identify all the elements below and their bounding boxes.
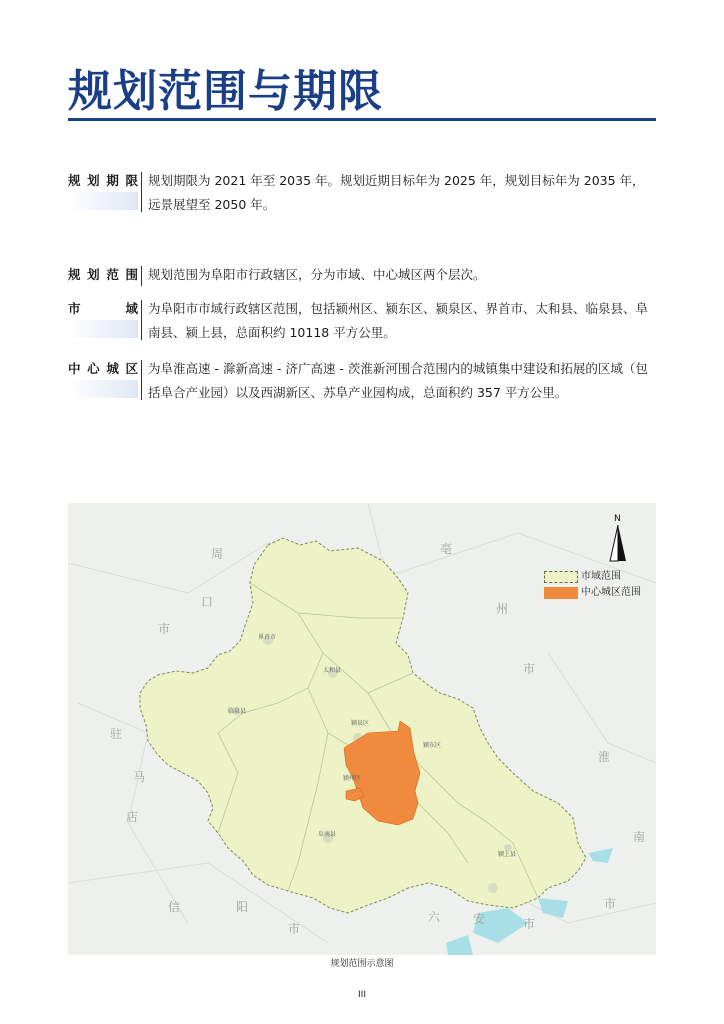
section-label: 市域 (68, 301, 138, 316)
bg-label: 市 (288, 922, 301, 936)
bg-label: 马 (133, 770, 146, 784)
place-label: 颍州区 (343, 775, 362, 782)
bg-label: 店 (126, 810, 139, 824)
north-arrow-icon (606, 511, 630, 563)
bg-label: 亳 (440, 542, 453, 556)
section-divider (141, 172, 142, 212)
bg-label: 驻 (110, 727, 123, 741)
section-text: 规划范围为阜阳市行政辖区，分为市域、中心城区两个层次。 (148, 267, 486, 282)
page-title: 规划范围与期限 (68, 66, 383, 117)
label-highlight (68, 380, 138, 398)
label-highlight (68, 320, 138, 338)
bg-label: 阳 (236, 900, 249, 914)
bg-label: 市 (158, 622, 171, 636)
section-divider (141, 300, 142, 340)
label-highlight (68, 192, 138, 210)
bg-label: 六 (428, 910, 441, 924)
section-text: 为阜阳市市域行政辖区范围，包括颍州区、颍东区、颍泉区、界首市、太和县、临泉县、阜南县、颍上县，总面积约 10118 平方公里。 (148, 301, 649, 340)
section-city-region (68, 300, 656, 340)
place-label: 颍上县 (498, 851, 517, 858)
bg-label: 安 (473, 912, 486, 926)
bg-label: 市 (523, 917, 536, 931)
bg-label: 市 (604, 897, 617, 911)
section-planning-scope (68, 266, 656, 286)
page-number: III (358, 990, 366, 1000)
title-underline (68, 118, 656, 121)
legend-swatch (544, 571, 578, 583)
place-label: 颍泉区 (351, 720, 370, 727)
place-label: 临泉县 (228, 708, 247, 715)
planning-scope-map (68, 503, 656, 955)
place-label: 阜南县 (318, 831, 337, 838)
section-label: 规划范围 (68, 267, 138, 282)
map-caption: 规划范围示意图 (330, 959, 394, 969)
section-label: 中心城区 (68, 361, 138, 376)
bg-label: 信 (168, 900, 181, 914)
legend-label: 市域范围 (581, 571, 621, 582)
place-label: 界首市 (258, 634, 277, 641)
section-central-urban-area (68, 360, 656, 400)
section-label: 规划期限 (68, 173, 138, 188)
bg-label: 市 (523, 662, 536, 676)
section-text: 为阜淮高速 - 滁新高速 - 济广高速 - 茨淮新河围合范围内的城镇集中建设和拓展的区域（包括阜合产业园）以及西湖新区、苏阜产业园构成，总面积约 357 平方公里。 (148, 361, 648, 400)
section-divider (141, 266, 142, 286)
legend-swatch (544, 587, 578, 599)
bg-label: 周 (211, 547, 224, 561)
section-text: 规划期限为 2021 年至 2035 年。规划近期目标年为 2025 年，规划目标年为 2035 年，远景展望至 2050 年。 (148, 173, 645, 212)
legend-label: 中心城区范围 (581, 587, 641, 598)
bg-label: 南 (633, 830, 646, 844)
place-label: 太和县 (323, 667, 342, 674)
section-planning-period (68, 172, 656, 212)
bg-label: 口 (201, 595, 214, 609)
section-divider (141, 360, 142, 400)
place-label: 颍东区 (423, 742, 442, 749)
north-label: N (614, 514, 621, 524)
bg-label: 州 (496, 602, 509, 616)
bg-label: 淮 (598, 750, 611, 764)
